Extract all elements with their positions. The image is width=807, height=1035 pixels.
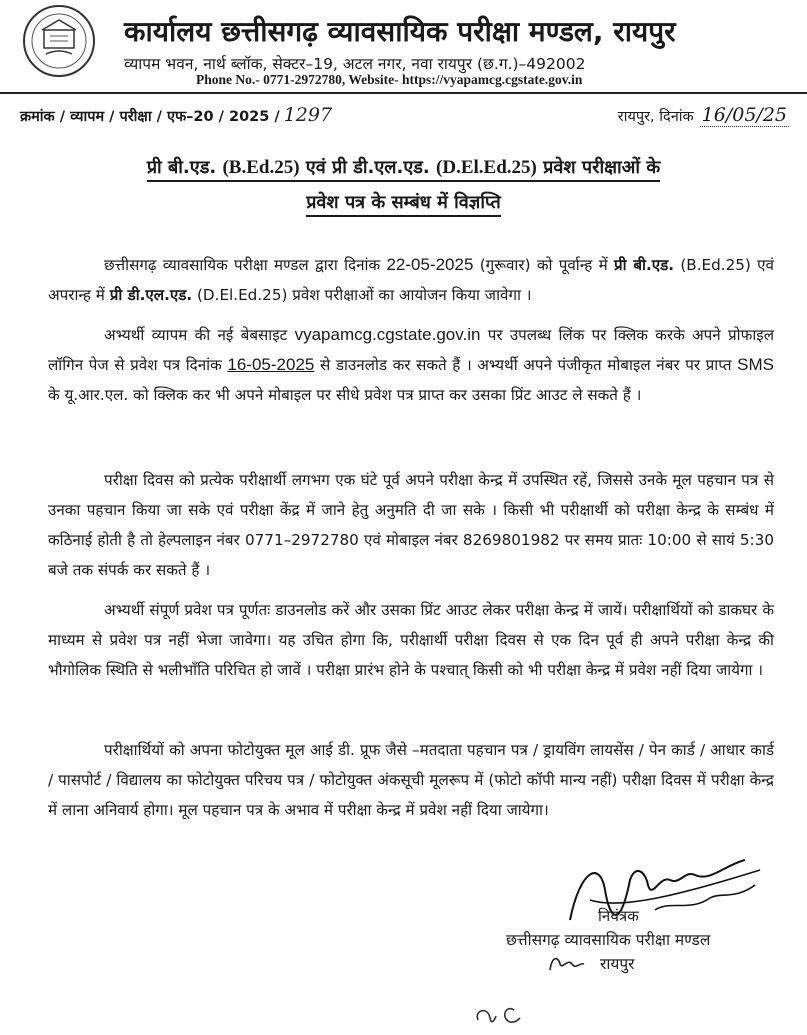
- handwritten-mark-icon: [470, 996, 530, 1030]
- reference-number: [20, 104, 332, 126]
- paragraph-printout-instructions: अभ्यर्थी संपूर्ण प्रवेश पत्र पूर्णतः डाउनलोड करें और उसका प्रिंट आउट लेकर परीक्षा केन्द्र में जायें। परीक्षार्थियों को डाकघर के माध्यम से प्रवेश पत्र नहीं भेजा जावेगा। यह उचित होगा कि, परीक्षार्थी परीक्षा दिवस से एक दिन पूर्व ही अपने परीक्षा केन्द्र की भौगोलिक स्थिति से भलीभाँति परिचित हो जावें । परीक्षा प्रारंभ होने के पश्चात् किसी को भी परीक्षा केन्द्र में प्रवेश नहीं दिया जायेगा ।: [48, 601, 774, 679]
- subject-line-2: प्रवेश पत्र के सम्बंध में विज्ञप्ति: [0, 190, 807, 214]
- website-link[interactable]: vyapamcg.cgstate.gov.in: [294, 325, 481, 344]
- paragraph-admit-card-download: अभ्यर्थी व्यापम की नई बेबसाइट vyapamcg.cgstate.gov.in पर उपलब्ध लिंक पर क्लिक करके अपने प्रोफाइल लॉगिन पेज से प्रवेश पत्र दिनांक 16-05-2025 से डाउनलोड कर सकते हैं । अभ्यर्थी अपने पंजीकृत मोबाइल नंबर पर प्राप्त SMS के यू.आर.एल. को क्लिक कर भी अपने मोबाइल पर सीधे प्रवेश पत्र प्राप्त कर उसका प्रिंट आउट ले सकते हैं ।: [48, 325, 775, 404]
- issue-date: [618, 104, 789, 127]
- reference-handwritten: 1297: [283, 104, 333, 126]
- subject-line-1: प्री बी.एड. (B.Ed.25) एवं प्री डी.एल.एड. (D.El.Ed.25) प्रवेश परीक्षाओं के: [0, 155, 807, 179]
- paragraph-exam-day-reporting: परीक्षा दिवस को प्रत्येक परीक्षार्थी लगभग एक घंटे पूर्व अपने परीक्षा केन्द्र में उपस्थित रहें, जिससे उनके मूल पहचान पत्र से उनका पहचान किया जा सके एवं परीक्षा केंद्र में जाने हेतु अनुमति दी जा सके । किसी भी परीक्षार्थी को परीक्षा केन्द्र के सम्बंध में कठिनाई होती है तो हेल्पलाइन नंबर 0771–2972780 एवं मोबाइल नंबर 8269801982 पर समय प्रातः 10:00 से सायं 5:30 बजे तक संपर्क कर सकते हैं ।: [48, 471, 774, 579]
- signatory-title: नियंत्रक: [598, 907, 639, 925]
- date-handwritten: 16/05/25: [701, 104, 787, 126]
- date-label: रायपुर, दिनांक: [617, 109, 694, 125]
- reference-printed: क्रमांक / व्यापम / परीक्षा / एफ–20 / 2025 /: [20, 109, 280, 125]
- header-divider: [0, 92, 807, 94]
- paragraph-id-proof: परीक्षार्थियों को अपना फोटोयुक्त मूल आई डी. प्रूफ जैसे –मतदाता पहचान पत्र / ड्रायविंग लायसेंस / पेन कार्ड / आधार कार्ड / पासपोर्ट / विद्यालय का फोटोयुक्त परिचय पत्र / फोटोयुक्त अंकसूची मूलरूप में (फोटो कॉपी मान्य नहीं) परीक्षा दिवस में परीक्षा केन्द्र में लाना अनिवार्य होगा। मूल पहचान पत्र के अभाव में परीक्षा केन्द्र में प्रवेश नहीं दिया जायेगा।: [48, 741, 774, 819]
- signatory-city: रायपुर: [600, 955, 635, 973]
- org-contact: Phone No.- 0771-2972780, Website- https://vyapamcg.cgstate.gov.in: [196, 72, 583, 87]
- org-title: कार्यालय छत्तीसगढ़ व्यावसायिक परीक्षा मण्डल, रायपुर: [124, 15, 676, 48]
- paragraph-exam-schedule: छत्तीसगढ़ व्यावसायिक परीक्षा मण्डल द्वारा दिनांक 22-05-2025 (गुरूवार) को पूर्वान्ह में प्री बी.एड. (B.Ed.25) एवं अपरान्ह में प्री डी.एल.एड. (D.El.Ed.25) प्रवेश परीक्षाओं का आयोजन किया जावेगा ।: [48, 255, 774, 304]
- cg-vyapam-emblem-icon: [22, 4, 96, 78]
- handwritten-initial-icon: [546, 950, 586, 976]
- signatory-org: छत्तीसगढ़ व्यावसायिक परीक्षा मण्डल: [506, 931, 711, 949]
- handwritten-signature-icon: [560, 840, 780, 940]
- org-address: व्यापम भवन, नार्थ ब्लॉक, सेक्टर–19, अटल नगर, नवा रायपुर (छ.ग.)–492002: [124, 55, 586, 73]
